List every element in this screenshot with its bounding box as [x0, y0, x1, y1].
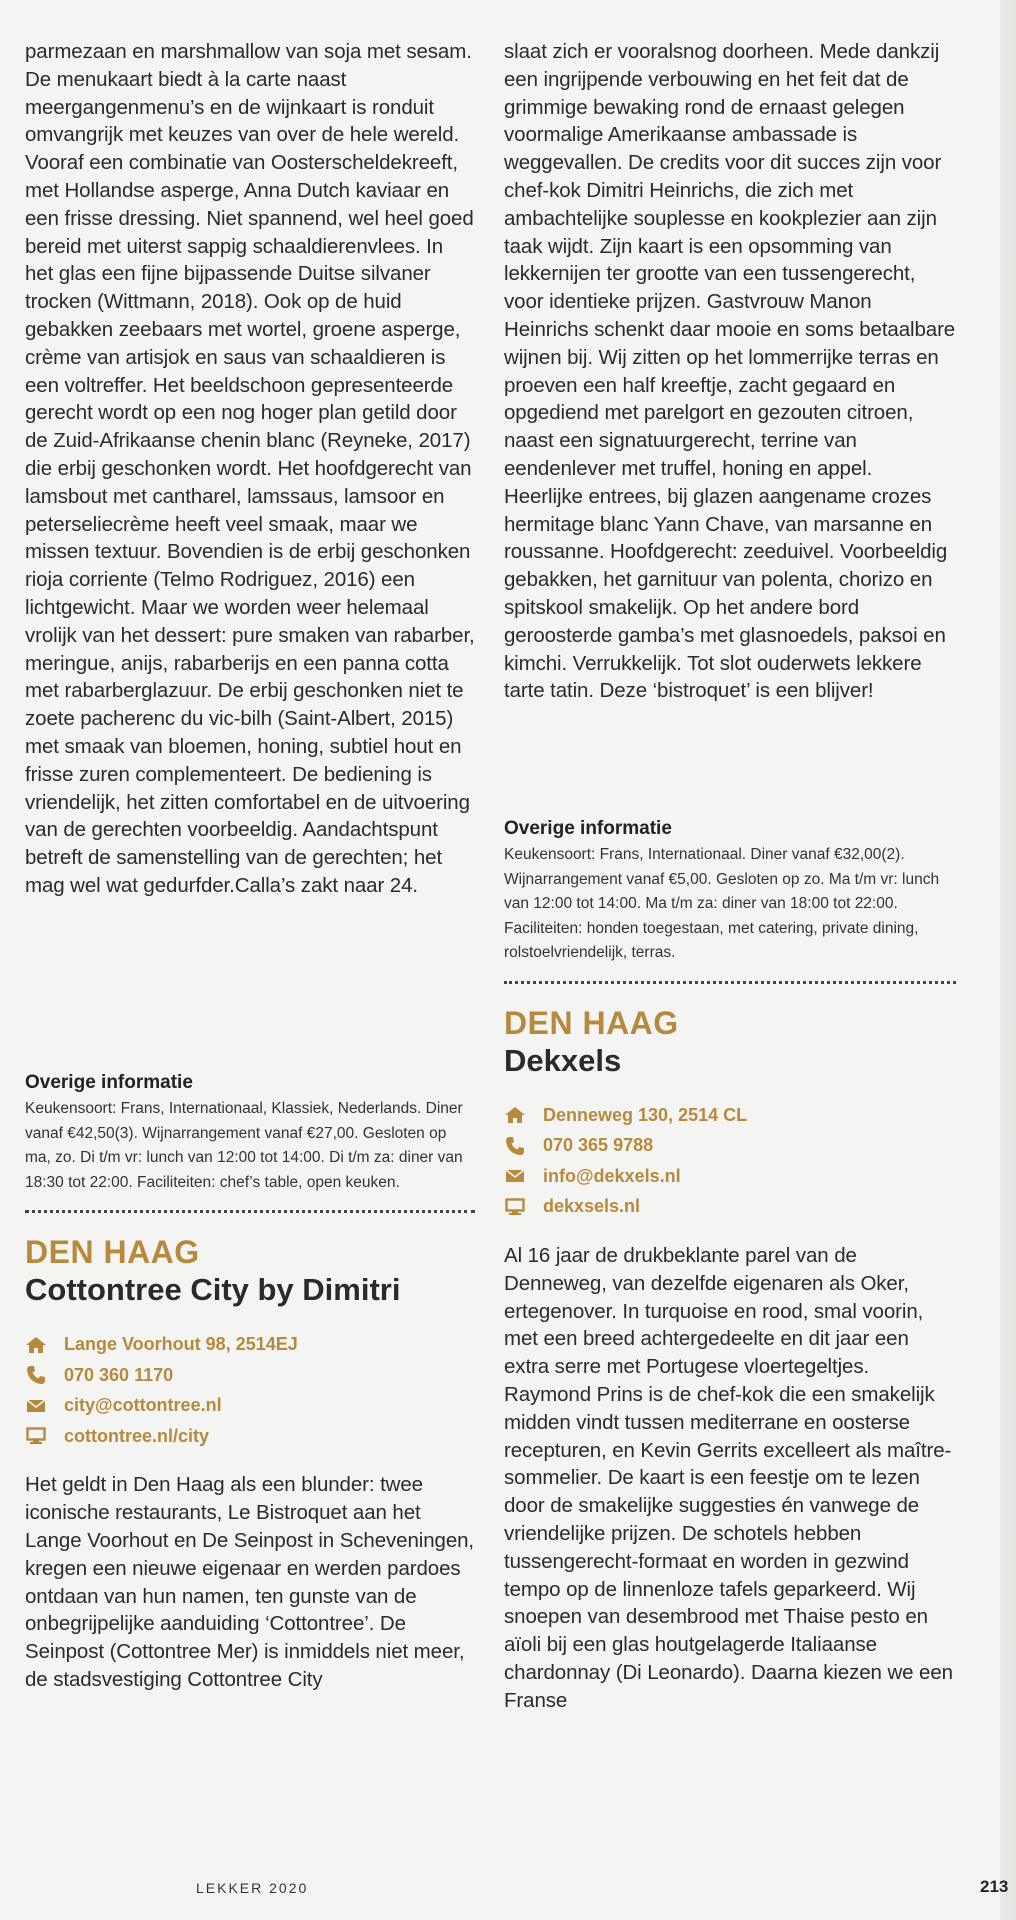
contact-website [25, 1421, 475, 1452]
review-text: Het geldt in Den Haag als een blunder: twee iconische restaurants, Le Bistroquet aan het Lange Voorhout en De Seinpost in Scheveningen, kregen een nieuwe eigenaar en werden pardoes ontdaan van hun namen, ten gunste van de onbegrijpelijke aanduiding ‘Cottontree’. De Seinpost (Cottontree Mer) is inmiddels niet meer, de stadsvestiging Cottontree City [25, 1473, 475, 1691]
email-link[interactable]: info@dekxels.nl [543, 1165, 681, 1186]
envelope-icon [504, 1166, 526, 1186]
restaurant-name: Cottontree City by Dimitri [25, 1272, 401, 1308]
restaurant-header [504, 1004, 956, 1080]
restaurant-header [25, 1233, 475, 1309]
monitor-icon [25, 1426, 47, 1446]
info-title: Overige informatie [25, 1072, 193, 1093]
page-number: 213 [980, 1877, 1009, 1896]
page-edge [1000, 0, 1016, 1920]
monitor-icon [504, 1197, 526, 1217]
contact-email [25, 1390, 475, 1421]
contact-list [25, 1329, 475, 1451]
contact-address [504, 1100, 956, 1131]
website-link[interactable]: dekxsels.nl [543, 1196, 641, 1217]
phone-icon [25, 1365, 47, 1385]
phone-text[interactable]: 070 360 1170 [64, 1364, 174, 1385]
info-text: Keukensoort: Frans, Internationaal. Diner vanaf €32,00(2). Wijnarrangement vanaf €5,00. Gesloten op zo. Ma t/m vr: lunch van 12:00 tot 14:00. Ma t/m za: diner van 18:00 tot 22:00. Faciliteiten: honden toegestaan, met catering, private dining, rolstoelvriendelijk, terras. [504, 846, 940, 962]
contact-website [504, 1191, 956, 1222]
envelope-icon [25, 1396, 47, 1416]
city-heading: DEN HAAG [25, 1234, 200, 1271]
dotted-divider [25, 1210, 475, 1213]
contact-address [25, 1329, 475, 1360]
magazine-footer: LEKKER 2020 [196, 1880, 309, 1896]
contact-phone [504, 1130, 956, 1161]
contact-email [504, 1161, 956, 1192]
email-link[interactable]: city@cottontree.nl [64, 1395, 222, 1416]
address-text: Lange Voorhout 98, 2514EJ [64, 1334, 298, 1355]
address-text: Denneweg 130, 2514 CL [543, 1104, 748, 1125]
review-text-continued: slaat zich er vooralsnog doorheen. Mede dankzij een ingrijpende verbouwing en het feit dat de grimmige bewaking rond de ernaast gelegen voormalige Amerikaanse ambassade is weggevallen. De credits voor dit succes zijn voor chef-kok Dimitri Heinrichs, die zich met ambachtelijke souplesse en kookplezier aan zijn taak wijdt. Zijn kaart is een opsomming van lekkernijen ter grootte van een tussengerecht, voor identieke prijzen. Gastvrouw Manon Heinrichs schenkt daar mooie en soms betaalbare wijnen bij. Wij zitten op het lommerrijke terras en proeven een half kreeftje, zacht gegaard en opgediend met parelgort en gezouten citroen, naast een signatuurgerecht, terrine van eendenlever met truffel, honing en appel. Heerlijke entrees, bij glazen aangename crozes hermitage blanc Yann Chave, van marsanne en roussanne. Hoofdgerecht: zeeduivel. Voorbeeldig gebakken, het garnituur van polenta, chorizo en spitskool smakelijk. Op het andere bord geroosterde gamba’s met glasnoedels, paksoi en kimchi. Verrukkelijk. Tot slot ouderwets lekkere tarte tatin. Deze ‘bistroquet’ is een blijver! [504, 40, 956, 703]
home-icon [504, 1105, 526, 1125]
info-text: Keukensoort: Frans, Internationaal, Klassiek, Nederlands. Diner vanaf €42,50(3). Wijnarrangement vanaf €27,00. Gesloten op ma, zo. Di t/m vr: lunch van 12:00 tot 14:00. Di t/m za: diner van 18:30 tot 22:00. Faciliteiten: chef’s table, open keuken. [25, 1100, 463, 1191]
right-column [504, 38, 956, 1715]
review-text-continued: parmezaan en marshmallow van soja met sesam. De menukaart biedt à la carte naast meergangenmenu’s en de wijnkaart is ronduit omvangrijk met keuzes van over de hele wereld. Vooraf een combinatie van Oosterscheldekreeft, met Hollandse asperge, Anna Dutch kaviaar en een frisse dressing. Niet spannend, wel heel goed bereid met uiterst sappig schaaldierenvlees. In het glas een fijne bijpassende Duitse silvaner trocken (Wittmann, 2018). Ook op de huid gebakken zeebaars met wortel, groene asperge, crème van artisjok en saus van schaaldieren is een voltreffer. Het beeldschoon gepresenteerde gerecht wordt op een nog hoger plan getild door de Zuid-Afrikaanse chenin blanc (Reyneke, 2017) die erbij geschonken wordt. Het hoofdgerecht van lamsbout met cantharel, lamssaus, lamsoor en peterseliecrème heeft veel smaak, maar we missen textuur. Bovendien is de erbij geschonken rioja corriente (Telmo Rodriguez, 2016) een lichtgewicht. Maar we worden weer helemaal vrolijk van het dessert: pure smaken van rabarber, meringue, anijs, rabarberijs en een panna cotta met rabarberglazuur. De erbij geschonken niet te zoete pacherenc du vic-bilh (Saint-Albert, 2015) met smaak van bloemen, honing, subtiel hout en frisse zuren complementeert. De bediening is vriendelijk, het zitten comfortabel en de uitvoering van de gerechten voorbeeldig. Aandachtspunt betreft de samenstelling van de gerechten; het mag wel wat gedurfder.Calla’s zakt naar 24. [25, 40, 475, 897]
restaurant-name: Dekxels [504, 1042, 622, 1078]
contact-phone [25, 1360, 475, 1391]
info-block [504, 818, 956, 966]
info-block [25, 1072, 475, 1195]
info-title: Overige informatie [504, 818, 672, 839]
home-icon [25, 1335, 47, 1355]
website-link[interactable]: cottontree.nl/city [64, 1425, 210, 1446]
left-column [25, 38, 475, 1694]
phone-icon [504, 1136, 526, 1156]
phone-text[interactable]: 070 365 9788 [543, 1135, 654, 1156]
city-heading: DEN HAAG [504, 1004, 679, 1041]
contact-list [504, 1100, 956, 1222]
dotted-divider [504, 981, 956, 984]
review-text: Al 16 jaar de drukbeklante parel van de Denneweg, van dezelfde eigenaren als Oker, ertegenover. In turquoise en rood, smal voorin, met een breed achtergedeelte en dit jaar een extra serre met Portugese vloertegeltjes. Raymond Prins is de chef-kok die een smakelijk midden vindt tussen mediterrane en oosterse recepturen, en Kevin Gerrits excelleert als maître-sommelier. De kaart is een feestje om te lezen door de smakelijke suggesties én vanwege de vriendelijke prijzen. De schotels hebben tussengerecht-formaat en worden in gezwind tempo op de linnenloze tafels geparkeerd. Wij snoepen van desembrood met Thaise pesto en aïoli bij een glas houtgelagerde Italiaanse chardonnay (Di Leonardo). Daarna kiezen we een Franse [504, 1243, 953, 1712]
